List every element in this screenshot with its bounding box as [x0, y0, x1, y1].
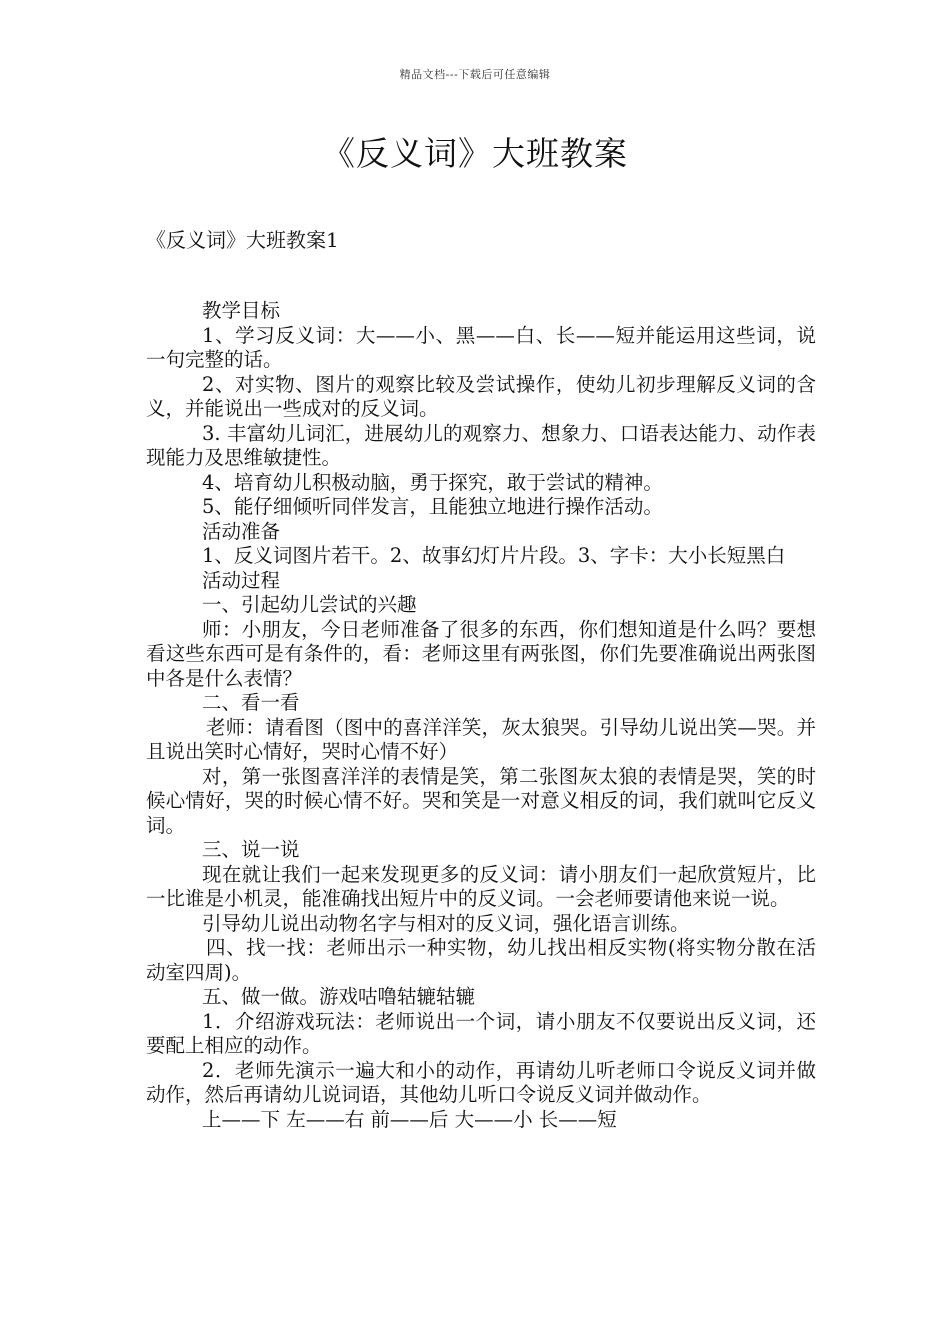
- paragraph: 老师：请看图（图中的喜洋洋笑，灰太狼哭。引导幼儿说出笑—哭。并且说出笑时心情好，哭时心情不好）: [146, 715, 816, 763]
- paragraph: 三、说一说: [202, 838, 300, 861]
- paragraph: 教学目标: [202, 299, 281, 322]
- paragraph: 活动过程: [202, 568, 281, 592]
- paragraph: 2．老师先演示一遍大和小的动作，再请幼儿听老师口令说反义词并做动作，然后再请幼儿说词语，其他幼儿听口令说反义词并做动作。: [146, 1058, 816, 1106]
- paragraph: 5、能仔细倾听同伴发言，且能独立地进行操作活动。: [202, 495, 663, 518]
- paragraph: 2、对实物、图片的观察比较及尝试操作，使幼儿初步理解反义词的含义，并能说出一些成对的反义词。: [146, 372, 816, 420]
- paragraph: 3. 丰富幼儿词汇，进展幼儿的观察力、想象力、口语表达能力、动作表现能力及思维敏捷性。: [146, 421, 816, 469]
- paragraph: 师：小朋友，今日老师准备了很多的东西，你们想知道是什么吗？要想看这些东西可是有条件的，看：老师这里有两张图，你们先要准确说出两张图中各是什么表情？: [146, 617, 816, 690]
- paragraph: 五、做一做。游戏咕噜轱辘轱辘: [202, 985, 476, 1008]
- paragraph: 引导幼儿说出动物名字与相对的反义词，强化语言训练。: [202, 911, 690, 935]
- document-title: 《反义词》大班教案: [322, 134, 628, 173]
- header-note: 精品文档---下载后可任意编辑: [399, 68, 551, 81]
- paragraph: 一、引起幼儿尝试的兴趣: [202, 593, 417, 616]
- paragraph: 1．介绍游戏玩法：老师说出一个词，请小朋友不仅要说出反义词，还要配上相应的动作。: [146, 1009, 816, 1057]
- paragraph: 1、学习反义词：大——小、黑——白、长——短并能运用这些词，说一句完整的话。: [146, 323, 816, 371]
- paragraph: 1、反义词图片若干。2、故事幻灯片片段。3、字卡：大小长短黑白: [202, 544, 786, 567]
- section-subtitle: 《反义词》大班教案1: [146, 228, 339, 252]
- paragraph: 上——下 左——右 前——后 大——小 长——短: [202, 1107, 617, 1131]
- paragraph: 二、看一看: [202, 691, 300, 714]
- paragraph: 活动准备: [202, 519, 281, 543]
- paragraph: 现在就让我们一起来发现更多的反义词：请小朋友们一起欣赏短片，比一比谁是小机灵，能准确找出短片中的反义词。一会老师要请他来说一说。: [146, 862, 816, 910]
- paragraph: 四、找一找：老师出示一种实物，幼儿找出相反实物(将实物分散在活动室四周)。: [146, 936, 816, 984]
- paragraph: 对，第一张图喜洋洋的表情是笑，第二张图灰太狼的表情是哭，笑的时候心情好，哭的时候心情不好。哭和笑是一对意义相反的词，我们就叫它反义词。: [146, 764, 816, 837]
- paragraph: 4、培育幼儿积极动脑，勇于探究，敢于尝试的精神。: [202, 470, 663, 494]
- document-body: [146, 299, 816, 1132]
